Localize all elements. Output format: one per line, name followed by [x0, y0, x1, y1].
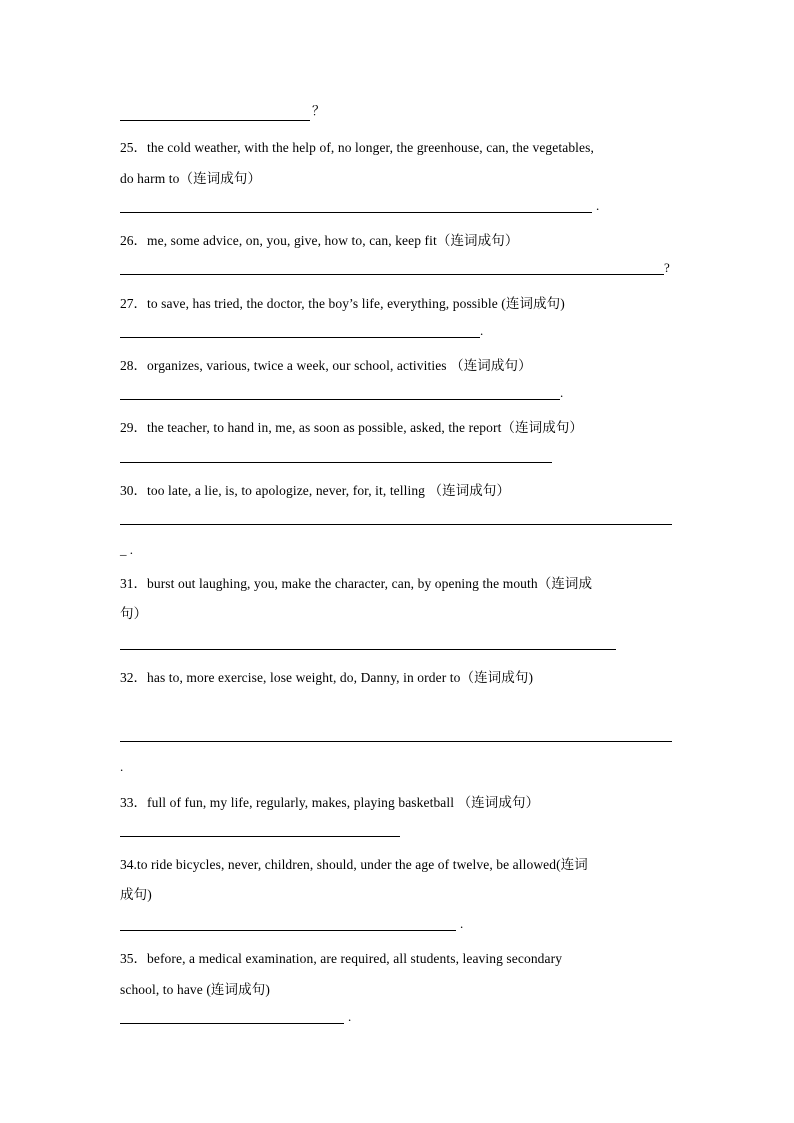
answer-line-28[interactable]	[120, 399, 560, 400]
answer-line-33[interactable]	[120, 836, 400, 837]
question-number: 26．	[120, 233, 147, 248]
question-number: 31．	[120, 576, 147, 591]
question-text-line-1: has to, more exercise, lose weight, do, Danny, in order to（连词成句)	[147, 670, 534, 685]
answer-line-25[interactable]	[120, 212, 592, 213]
question-30	[120, 479, 510, 499]
answer-line-26[interactable]	[120, 274, 664, 275]
answer-end-punct-26: ?	[664, 260, 670, 275]
answer-end-punct-30: _ .	[120, 542, 133, 557]
question-number: 32．	[120, 670, 147, 685]
answer-line-35[interactable]	[120, 1023, 344, 1024]
question-26	[120, 229, 518, 249]
question-number: 34.	[120, 857, 137, 872]
question-number: 29．	[120, 420, 147, 435]
question-number: 27．	[120, 296, 147, 311]
answer-end-punct-35: .	[348, 1009, 352, 1024]
question-text-line-2: do harm to（连词成句）	[120, 171, 262, 186]
answer-end-punct-25: .	[596, 198, 600, 213]
question-number: 28．	[120, 358, 147, 373]
question-28	[120, 354, 532, 374]
question-34	[120, 853, 588, 873]
question-number: 25．	[120, 140, 147, 155]
question-text-line-1: the teacher, to hand in, me, as soon as possible, asked, the report（连词成句）	[147, 420, 584, 435]
question-number: 30．	[120, 483, 147, 498]
question-text-line-1: before, a medical examination, are required, all students, leaving secondary	[147, 951, 563, 966]
answer-end-punct-34: .	[460, 916, 464, 931]
question-31	[120, 572, 592, 592]
question-32	[120, 666, 533, 686]
question-text-line-1: burst out laughing, you, make the character, can, by opening the mouth（连词成	[147, 576, 593, 591]
answer-line-32[interactable]	[120, 741, 672, 742]
question-34-cont	[120, 883, 152, 903]
question-25	[120, 136, 594, 156]
question-text-line-2: school, to have (连词成句)	[120, 982, 270, 997]
question-35	[120, 947, 562, 967]
answer-end-punct-27: .	[480, 323, 484, 338]
answer-end-punct-prev: ？	[312, 103, 326, 118]
question-number: 33．	[120, 795, 147, 810]
question-text-line-2: 句）	[120, 606, 148, 621]
question-text-line-1: to ride bicycles, never, children, should, under the age of twelve, be allowed(连词	[136, 857, 588, 872]
answer-line-31[interactable]	[120, 649, 616, 650]
question-29	[120, 416, 583, 436]
answer-line-prev[interactable]	[120, 120, 310, 121]
question-text-line-2: 成句)	[120, 887, 152, 902]
question-25-cont	[120, 167, 261, 187]
answer-line-27[interactable]	[120, 337, 480, 338]
question-text-line-1: too late, a lie, is, to apologize, never, for, it, telling （连词成句）	[147, 483, 511, 498]
question-text-line-1: me, some advice, on, you, give, how to, can, keep fit（连词成句）	[147, 233, 519, 248]
question-31-cont	[120, 602, 147, 622]
question-27	[120, 292, 565, 312]
answer-line-34[interactable]	[120, 930, 456, 931]
answer-line-29[interactable]	[120, 462, 552, 463]
question-text-line-1: to save, has tried, the doctor, the boy’s life, everything, possible (连词成句)	[147, 296, 565, 311]
question-35-cont	[120, 978, 270, 998]
question-text-line-1: full of fun, my life, regularly, makes, playing basketball （连词成句）	[147, 795, 540, 810]
question-text-line-1: organizes, various, twice a week, our school, activities （连词成句）	[147, 358, 532, 373]
question-number: 35．	[120, 951, 147, 966]
answer-end-punct-32: .	[120, 759, 124, 774]
answer-end-punct-28: .	[560, 385, 564, 400]
question-text-line-1: the cold weather, with the help of, no longer, the greenhouse, can, the vegetables,	[147, 140, 594, 155]
question-33	[120, 791, 539, 811]
answer-line-30[interactable]	[120, 524, 672, 525]
